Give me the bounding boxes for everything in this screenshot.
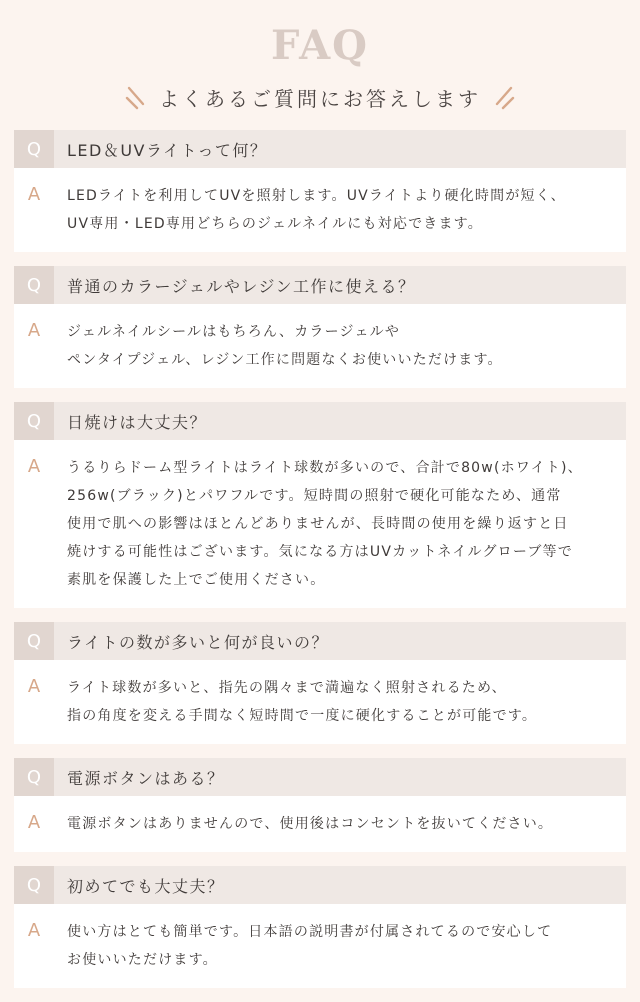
answer-line: UV専用・LED専用どちらのジェルネイルにも対応できます。 <box>67 216 483 232</box>
faq-item-led-uv <box>14 130 626 252</box>
question-row <box>14 402 626 440</box>
answer-line: うるりらドーム型ライトはライト球数が多いので、合計で80w(ホワイト)、 <box>67 460 583 476</box>
question-row <box>14 130 626 168</box>
a-badge: A <box>27 456 41 477</box>
answer-text <box>54 674 551 730</box>
answer-row <box>14 168 626 252</box>
q-badge: Q <box>14 758 54 796</box>
answer-text <box>54 810 567 838</box>
answer-line: 電源ボタンはありませんので、使用後はコンセントを抜いてください。 <box>67 816 554 832</box>
answer-line: ペンタイプジェル、レジン工作に問題なくお使いいただけます。 <box>67 352 503 368</box>
question-text: 初めてでも大丈夫？ <box>67 876 225 896</box>
answer-line: 使い方はとても簡単です。日本語の説明書が付属されてるので安心して <box>67 924 553 940</box>
faq-list <box>14 130 626 1002</box>
left-accent-lines-icon <box>123 82 149 112</box>
answer-line: ライト球数が多いと、指先の隅々まで満遍なく照射されるため、 <box>67 680 507 696</box>
answer-line: ジェルネイルシールはもちろん、カラージェルや <box>67 324 401 340</box>
answer-text <box>54 182 580 238</box>
a-badge: A <box>27 184 41 205</box>
answer-line: 焼けする可能性はございます。気になる方はUVカットネイルグローブ等で <box>67 544 573 560</box>
answer-row <box>14 904 626 988</box>
answer-text <box>54 918 566 974</box>
question-row <box>14 758 626 796</box>
answer-row <box>14 440 626 608</box>
answer-line: お使いいただけます。 <box>67 952 218 968</box>
q-badge: Q <box>14 266 54 304</box>
right-accent-lines-icon <box>491 82 517 112</box>
faq-item-sunburn <box>14 402 626 608</box>
question-row <box>14 266 626 304</box>
question-text: 普通のカラージェルやレジン工作に使える？ <box>67 276 416 296</box>
question-text: LED＆UVライトって何？ <box>67 140 268 160</box>
q-badge: Q <box>14 402 54 440</box>
answer-line: 256w(ブラック)とパワフルです。短時間の照射で硬化可能なため、通常 <box>67 488 562 504</box>
question-row <box>14 622 626 660</box>
answer-row <box>14 660 626 744</box>
a-badge: A <box>27 812 41 833</box>
answer-text <box>54 318 517 374</box>
q-badge: Q <box>14 130 54 168</box>
q-badge: Q <box>14 622 54 660</box>
a-badge: A <box>27 676 41 697</box>
a-badge: A <box>27 320 41 341</box>
answer-line: 指の角度を変える手間なく短時間で一度に硬化することが可能です。 <box>67 708 538 724</box>
question-text: ライトの数が多いと何が良いの？ <box>67 632 330 652</box>
answer-line: 素肌を保護した上でご使用ください。 <box>67 572 326 588</box>
answer-line: 使用で肌への影響はほとんどありませんが、長時間の使用を繰り返すと日 <box>67 516 569 532</box>
answer-row <box>14 796 626 852</box>
faq-item-power-button <box>14 758 626 852</box>
answer-line: LEDライトを利用してUVを照射します。UVライトより硬化時間が短く、 <box>67 188 566 204</box>
answer-text <box>54 454 597 594</box>
faq-item-resin <box>14 266 626 388</box>
subtitle-row <box>0 80 640 114</box>
question-text: 日焼けは大丈夫？ <box>67 412 208 432</box>
a-badge: A <box>27 920 41 941</box>
q-badge: Q <box>14 866 54 904</box>
page-title: FAQ <box>271 22 369 69</box>
question-row <box>14 866 626 904</box>
question-text: 電源ボタンはある？ <box>67 768 225 788</box>
answer-row <box>14 304 626 388</box>
faq-item-beginner <box>14 866 626 988</box>
page-subtitle: よくあるご質問にお答えします <box>159 86 481 111</box>
faq-item-many-lights <box>14 622 626 744</box>
